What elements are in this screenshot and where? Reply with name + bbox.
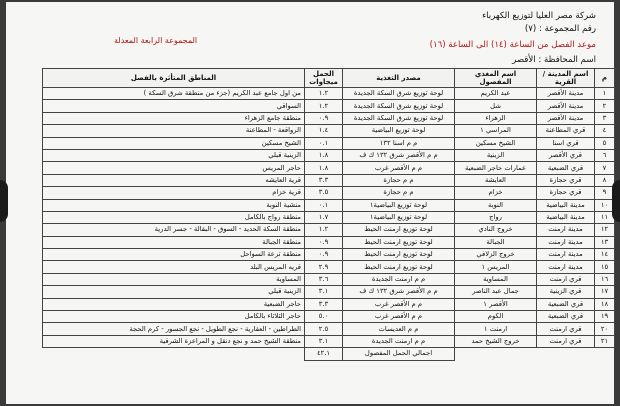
feeder-cell: الكوم (455, 311, 537, 323)
col-header-source: مصدر التغذية (343, 69, 455, 88)
table-row (43, 162, 615, 174)
source-cell: لوحة توزيع شرق السكة الجديدة (343, 88, 455, 100)
areas-cell: من اول جامع عبد الكريم (جزء من منطقة شرق السكة ) (43, 88, 305, 100)
areas-cell: الشيخ مسكين (43, 137, 305, 149)
areas-cell: منطقة الجبالة (43, 236, 305, 248)
previous-image-handle[interactable] (0, 180, 8, 222)
source-cell: م م الأقصر شرق ١٣٢ ك ف (343, 286, 455, 298)
row-number: ٨ (595, 174, 615, 186)
row-number: ١٩ (595, 311, 615, 323)
areas-cell: منطقة الشيخ حمد و نجع دنقل و المراعزة الشرقية (43, 335, 305, 347)
source-cell: م م الأقصر شرق ١٣٢ ك ف (343, 149, 455, 161)
city-cell: قري ارمنت (537, 335, 595, 347)
feeder-cell: الأقصر ١ (455, 298, 537, 310)
table-row (43, 286, 615, 298)
city-cell: قري الزينية (537, 286, 595, 298)
table-row (43, 311, 615, 323)
source-cell: م م حجازة (343, 174, 455, 186)
source-cell: لوحة توزيع ارمنت الحيط (343, 236, 455, 248)
table-row (43, 88, 615, 100)
areas-cell: حاجر الضبعية (43, 298, 305, 310)
table-header-row (43, 69, 615, 88)
col-header-areas: المناطق المتأثرة بالفصل (43, 69, 305, 88)
source-cell: لوحة توزيع البياضية١ (343, 199, 455, 211)
areas-cell: المساوية (43, 273, 305, 285)
city-cell: قري اسنا (537, 137, 595, 149)
row-number: ٧ (595, 162, 615, 174)
load-cell: ١.٢ (305, 224, 343, 236)
document-page (6, 2, 614, 404)
areas-cell: حاجر المريس (43, 162, 305, 174)
city-cell: قري المطاعنة (537, 125, 595, 137)
next-image-handle[interactable] (612, 180, 620, 222)
city-cell: مدينة الأقصر (537, 88, 595, 100)
feeder-cell: الجبالة (455, 236, 537, 248)
city-cell: مدينة ارمنت (537, 249, 595, 261)
table-row (43, 125, 615, 137)
feeder-cell: النوبة (455, 199, 537, 211)
row-number: ١١ (595, 211, 615, 223)
row-number: ١٥ (595, 261, 615, 273)
feeder-cell: جمال عبد الناصر (455, 286, 537, 298)
feeder-cell: عمارات حاجر الضبعية (455, 162, 537, 174)
city-cell: قري الضبعية (537, 162, 595, 174)
city-cell: مدينة الأقصر (537, 112, 595, 124)
source-cell: م م الأقصر غرب (343, 298, 455, 310)
load-cell: ٣.١ (305, 335, 343, 347)
row-number: ٤ (595, 125, 615, 137)
areas-cell: منطقة جامع الزهراء (43, 112, 305, 124)
load-cell: ٠.٩ (305, 236, 343, 248)
load-cell: ٠.٩ (305, 249, 343, 261)
table-row (43, 273, 615, 285)
city-cell: مدينة البياضية (537, 211, 595, 223)
row-number: ٦ (595, 149, 615, 161)
source-cell: لوحة توزيع شرق السكة الجديدة (343, 112, 455, 124)
load-cell: ٠.٩ (305, 112, 343, 124)
feeder-cell: المساوية (455, 273, 537, 285)
table-row (43, 323, 615, 335)
city-cell: قري الضبعية (537, 298, 595, 310)
city-cell: قري ارمنت (537, 323, 595, 335)
load-cell: ١.٧ (305, 211, 343, 223)
table-row (43, 298, 615, 310)
row-number: ١ (595, 88, 615, 100)
row-number: ١٨ (595, 298, 615, 310)
source-cell: م م الأقصر غرب (343, 162, 455, 174)
feeder-cell: المريس ١ (455, 261, 537, 273)
load-cell: ١.٢ (305, 88, 343, 100)
col-header-feeder: اسم المغذي المفصول (455, 69, 537, 88)
feeder-cell: الشيخ مسكين (455, 137, 537, 149)
table-row (43, 174, 615, 186)
city-cell: قري حجازة (537, 187, 595, 199)
city-cell: قري الأقصر (537, 149, 595, 161)
source-cell: م م حجازة (343, 187, 455, 199)
areas-cell: قرية خزام (43, 187, 305, 199)
source-cell: لوحة توزيع ارمنت الحيط (343, 224, 455, 236)
feeder-cell: ارمنت ١ (455, 323, 537, 335)
row-number: ١٢ (595, 224, 615, 236)
load-cell: ٣.٦ (305, 273, 343, 285)
row-number: ٢١ (595, 335, 615, 347)
areas-cell: منطقة رواج بالكامل (43, 211, 305, 223)
source-cell: م م ارمنت الجديدة (343, 335, 455, 347)
source-cell: م م الأقصر غرب (343, 311, 455, 323)
table-row (43, 249, 615, 261)
table-row (43, 149, 615, 161)
areas-cell: حاجر الثلاثاء بالكامل (43, 311, 305, 323)
source-cell: لوحة توزيع البياضية١ (343, 211, 455, 223)
load-cell: ١.٨ (305, 162, 343, 174)
table-row (43, 211, 615, 223)
source-cell: لوحة توزيع ارمنت الحيط (343, 249, 455, 261)
feeder-cell: المراسي ١ (455, 125, 537, 137)
row-number: ٥ (595, 137, 615, 149)
outage-table (42, 68, 615, 361)
areas-cell: قريه المريس البلد (43, 261, 305, 273)
row-number: ٩ (595, 187, 615, 199)
city-cell: قري الضبعية (537, 311, 595, 323)
source-cell: لوحة توزيع شرق السكة الجديدة (343, 100, 455, 112)
row-number: ١٣ (595, 236, 615, 248)
table-row (43, 137, 615, 149)
feeder-cell: خروج النادي (455, 224, 537, 236)
table-row (43, 112, 615, 124)
source-cell: لوحة توزيع البياضية (343, 125, 455, 137)
areas-cell: الرواقعة - المطاعنة (43, 125, 305, 137)
col-header-load: الحمل ميجاوات (305, 69, 343, 88)
total-row (43, 348, 615, 360)
table-row (43, 236, 615, 248)
row-number: ٣ (595, 112, 615, 124)
areas-cell: منشية النوبة (43, 199, 305, 211)
col-header-number: م (595, 69, 615, 88)
table-row (43, 224, 615, 236)
load-cell: ٠.١ (305, 199, 343, 211)
load-cell: ١.٤ (305, 125, 343, 137)
table-row (43, 100, 615, 112)
city-cell: مدينة ارمنت (537, 224, 595, 236)
load-cell: ٣.٥ (305, 187, 343, 199)
load-cell: ١.٢ (305, 100, 343, 112)
feeder-cell: شل (455, 100, 537, 112)
areas-cell: قرية العايشه (43, 174, 305, 186)
feeder-cell: عبد الكريم (455, 88, 537, 100)
areas-cell: السواقي (43, 100, 305, 112)
city-cell: مدينة ارمنت (537, 236, 595, 248)
source-cell: لوحة توزيع ارمنت الحيط (343, 261, 455, 273)
areas-cell: الطراطين - العقارية - نجع الطويل - نجع الجسور - كرم الحجة (43, 323, 305, 335)
city-cell: قري ارمنت (537, 273, 595, 285)
group-number: رقم المجموعة : (٧) (524, 24, 596, 34)
areas-cell: منطقة ترعة السواحل (43, 249, 305, 261)
city-cell: مدينة ارمنت (537, 261, 595, 273)
feeder-cell: خزام (455, 187, 537, 199)
governorate-name: اسم المحافظة : الأقصر (512, 55, 596, 65)
city-cell: قري حجازة (537, 174, 595, 186)
load-cell: ١.٨ (305, 149, 343, 161)
load-cell: ٣.١ (305, 286, 343, 298)
row-number: ١٤ (595, 249, 615, 261)
feeder-cell: الزينية (455, 149, 537, 161)
city-cell: مدينة الأقصر (537, 100, 595, 112)
areas-cell: الزينية قبلي (43, 286, 305, 298)
total-label: اجمالي الحمل المفصول (343, 348, 455, 360)
feeder-cell: خروج الزلافي (455, 249, 537, 261)
source-cell: م م اسنا ١٣٢ (343, 137, 455, 149)
load-cell: ٣.٣ (305, 298, 343, 310)
row-number: ١٦ (595, 273, 615, 285)
load-cell: ٥.٠ (305, 311, 343, 323)
row-number: ١٠ (595, 199, 615, 211)
table-row (43, 261, 615, 273)
load-cell: ٠.١ (305, 137, 343, 149)
load-cell: ٣.٣ (305, 174, 343, 186)
load-cell: ٢.٥ (305, 323, 343, 335)
table-row (43, 335, 615, 347)
row-number: ١٧ (595, 286, 615, 298)
load-cell: ٢.٩ (305, 261, 343, 273)
source-cell: م م ارمنت الجديدة (343, 273, 455, 285)
source-cell: م م العديسات (343, 323, 455, 335)
group-label: المجموعة الرابعة المعدلة (114, 36, 198, 45)
cutoff-time: موعد الفصل من الساعة (١٤) الى الساعة (١٦) (429, 40, 596, 50)
row-number: ٢٠ (595, 323, 615, 335)
company-name: شركة مصر العليا لتوزيع الكهرباء (482, 11, 596, 21)
table-row (43, 199, 615, 211)
feeder-cell: رواج (455, 211, 537, 223)
areas-cell: منطقة السكة الحديد - السوق - البقالة - جسر الدرية (43, 224, 305, 236)
col-header-city: اسم المدينة / القرية (537, 69, 595, 88)
areas-cell: الزينية قبلي (43, 149, 305, 161)
feeder-cell: خروج الشيخ حمد (455, 335, 537, 347)
table-row (43, 187, 615, 199)
total-value: ٤٢.١ (305, 348, 343, 360)
feeder-cell: العايشة (455, 174, 537, 186)
row-number: ٢ (595, 100, 615, 112)
city-cell: مدينة البياضية (537, 199, 595, 211)
feeder-cell: الزهراء (455, 112, 537, 124)
